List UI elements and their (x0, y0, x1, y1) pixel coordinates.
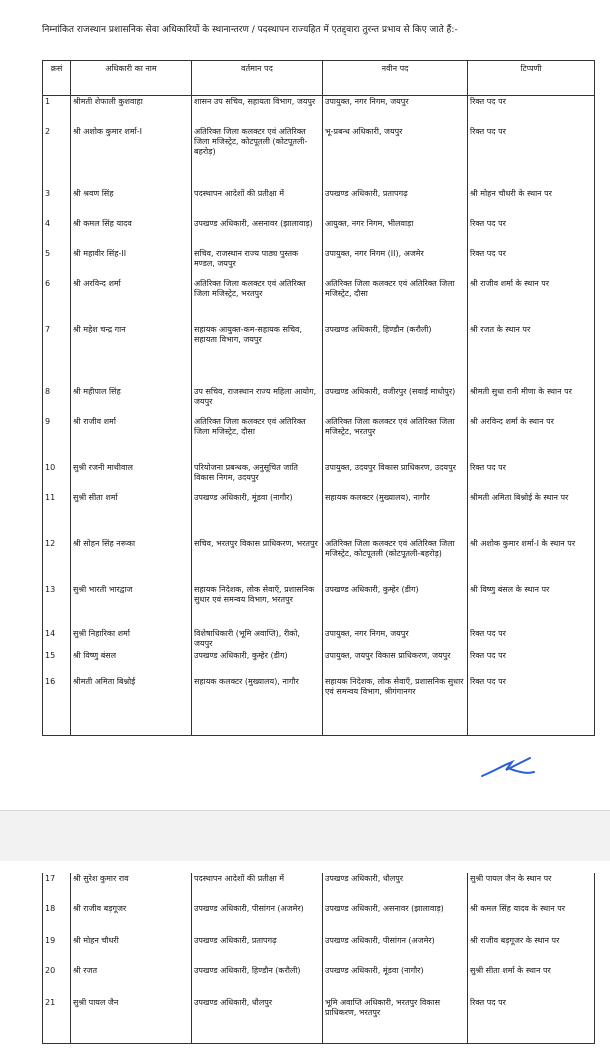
row-new-post: अतिरिक्त जिला कलक्टर एवं अतिरिक्त जिला मजिस्ट्रेट, भरतपुर (323, 416, 468, 462)
row-sno: 2 (43, 126, 71, 188)
row-current-post: शासन उप सचिव, सहायता विभाग, जयपुर (192, 96, 323, 126)
row-officer-name: श्री अशोक कुमार शर्मा-I (71, 126, 192, 188)
row-current-post: अतिरिक्त जिला कलक्टर एवं अतिरिक्त जिला मजिस्ट्रेट, दौसा (192, 416, 323, 462)
row-remark: रिक्त पद पर (468, 462, 595, 492)
row-sno: 7 (43, 324, 71, 386)
row-current-post: उपखण्ड अधिकारी, कुम्हेर (डीग) (192, 650, 323, 676)
row-officer-name: सुश्री सीता शर्मा (71, 492, 192, 538)
transfer-table-page-2 (42, 873, 595, 1044)
row-remark: रिक्त पद पर (468, 96, 595, 126)
row-new-post: भू-प्रबन्ध अधिकारी, जयपुर (323, 126, 468, 188)
row-new-post: उपखण्ड अधिकारी, धौलपुर (323, 873, 468, 903)
table-row (43, 386, 595, 416)
row-remark: श्री रजत के स्थान पर (468, 324, 595, 386)
row-current-post: सचिव, भरतपुर विकास प्राधिकरण, भरतपुर (192, 538, 323, 584)
table-row (43, 965, 595, 997)
row-officer-name: श्री मोहन चौधरी (71, 935, 192, 965)
row-remark: श्री अरविन्द शर्मा के स्थान पर (468, 416, 595, 462)
table-row (43, 96, 595, 126)
table-row (43, 462, 595, 492)
row-remark: सुश्री सीता शर्मा के स्थान पर (468, 965, 595, 997)
row-new-post: उपखण्ड अधिकारी, असनावर (झालावाड़) (323, 903, 468, 935)
row-sno: 3 (43, 188, 71, 218)
row-current-post: उप सचिव, राजस्थान राज्य महिला आयोग, जयपुर (192, 386, 323, 416)
row-sno: 5 (43, 248, 71, 278)
row-officer-name: श्री राजीव शर्मा (71, 416, 192, 462)
row-new-post: भूमि अवाप्ति अधिकारी, भरतपुर विकास प्राधिकरण, भरतपुर (323, 997, 468, 1043)
order-intro-text: निम्नांकित राजस्थान प्रशासनिक सेवा अधिकारियों के स्थानान्तरण / पदस्थापन राज्यहित में एतद्द्वारा तुरन्त प्रभाव से किए जाते हैं:- (42, 25, 458, 35)
row-sno: 9 (43, 416, 71, 462)
table-row (43, 416, 595, 462)
row-new-post: सहायक निदेशक, लोक सेवाएँ, प्रशासनिक सुधार एवं समन्वय विभाग, श्रीगंगानगर (323, 676, 468, 736)
table-row (43, 126, 595, 188)
row-officer-name: श्री राजीव बड़गूजर (71, 903, 192, 935)
row-sno: 10 (43, 462, 71, 492)
row-sno: 18 (43, 903, 71, 935)
row-new-post: उपखण्ड अधिकारी, मूंडवा (नागौर) (323, 965, 468, 997)
row-current-post: अतिरिक्त जिला कलक्टर एवं अतिरिक्त जिला मजिस्ट्रेट, कोटपूतली (कोटपूतली-बहरोड़) (192, 126, 323, 188)
row-new-post: उपखण्ड अधिकारी, हिण्डौन (करौली) (323, 324, 468, 386)
row-officer-name: श्री अरविन्द शर्मा (71, 278, 192, 324)
row-current-post: पदस्थापन आदेशों की प्रतीक्षा में (192, 188, 323, 218)
row-sno: 16 (43, 676, 71, 736)
row-new-post: अतिरिक्त जिला कलक्टर एवं अतिरिक्त जिला मजिस्ट्रेट, कोटपूतली (कोटपूतली-बहरोड़) (323, 538, 468, 584)
table-row (43, 492, 595, 538)
row-officer-name: श्री महेश चन्द्र गान (71, 324, 192, 386)
table-row (43, 278, 595, 324)
row-new-post: उपखण्ड अधिकारी, वजीरपुर (सवाई माधोपुर) (323, 386, 468, 416)
row-remark: सुश्री पायल जैन के स्थान पर (468, 873, 595, 903)
row-remark: श्री राजीव बड़गूजर के स्थान पर (468, 935, 595, 965)
row-officer-name: श्री सुरेश कुमार राव (71, 873, 192, 903)
row-current-post: परियोजना प्रबन्धक, अनुसूचित जाति विकास निगम, उदयपुर (192, 462, 323, 492)
row-sno: 21 (43, 997, 71, 1043)
table-row (43, 248, 595, 278)
row-current-post: उपखण्ड अधिकारी, मूंडवा (नागौर) (192, 492, 323, 538)
row-remark: श्री राजीव शर्मा के स्थान पर (468, 278, 595, 324)
row-officer-name: सुश्री भारती भारद्वाज (71, 584, 192, 628)
row-remark: रिक्त पद पर (468, 997, 595, 1043)
row-sno: 8 (43, 386, 71, 416)
row-current-post: उपखण्ड अधिकारी, पीसांगन (अजमेर) (192, 903, 323, 935)
row-remark: श्री विष्णु बंसल के स्थान पर (468, 584, 595, 628)
row-new-post: उपखण्ड अधिकारी, पीसांगन (अजमेर) (323, 935, 468, 965)
row-sno: 13 (43, 584, 71, 628)
row-current-post: उपखण्ड अधिकारी, धौलपुर (192, 997, 323, 1043)
row-new-post: उपखण्ड अधिकारी, कुम्हेर (डीग) (323, 584, 468, 628)
table-row (43, 538, 595, 584)
row-officer-name: श्री कमल सिंह यादव (71, 218, 192, 248)
row-new-post: उपायुक्त, नगर निगम, जयपुर (323, 96, 468, 126)
table-row (43, 997, 595, 1043)
row-remark: रिक्त पद पर (468, 628, 595, 650)
row-sno: 17 (43, 873, 71, 903)
row-sno: 20 (43, 965, 71, 997)
header-current-post: वर्तमान पद (192, 61, 323, 96)
row-officer-name: श्रीमती अमिता बिश्नोई (71, 676, 192, 736)
row-remark: श्रीमती सुधा रानी मीणा के स्थान पर (468, 386, 595, 416)
row-current-post: सहायक कलक्टर (मुख्यालय), नागौर (192, 676, 323, 736)
table-row (43, 650, 595, 676)
row-sno: 12 (43, 538, 71, 584)
row-new-post: उपायुक्त, नगर निगम, जयपुर (323, 628, 468, 650)
row-current-post: पदस्थापन आदेशों की प्रतीक्षा में (192, 873, 323, 903)
row-sno: 1 (43, 96, 71, 126)
table-row (43, 218, 595, 248)
row-remark: श्री कमल सिंह यादव के स्थान पर (468, 903, 595, 935)
row-officer-name: श्री महीपाल सिंह (71, 386, 192, 416)
row-current-post: विशेषाधिकारी (भूमि अवाप्ति), रीको, जयपुर (192, 628, 323, 650)
table-row (43, 676, 595, 736)
row-current-post: सहायक निदेशक, लोक सेवाएँ, प्रशासनिक सुधार एवं समन्वय विभाग, भरतपुर (192, 584, 323, 628)
row-remark: श्री मोहन चौधरी के स्थान पर (468, 188, 595, 218)
table-row (43, 873, 595, 903)
row-new-post: उपायुक्त, उदयपुर विकास प्राधिकरण, उदयपुर (323, 462, 468, 492)
row-sno: 19 (43, 935, 71, 965)
row-sno: 15 (43, 650, 71, 676)
header-officer-name: अधिकारी का नाम (71, 61, 192, 96)
row-sno: 4 (43, 218, 71, 248)
table-row (43, 584, 595, 628)
row-sno: 11 (43, 492, 71, 538)
header-new-post: नवीन पद (323, 61, 468, 96)
row-remark: रिक्त पद पर (468, 126, 595, 188)
row-officer-name: श्री महावीर सिंह-II (71, 248, 192, 278)
row-current-post: उपखण्ड अधिकारी, हिण्डौन (करौली) (192, 965, 323, 997)
row-officer-name: श्री सोहन सिंह नरूका (71, 538, 192, 584)
row-remark: रिक्त पद पर (468, 676, 595, 736)
row-officer-name: श्री रजत (71, 965, 192, 997)
row-remark: श्री अशोक कुमार शर्मा-I के स्थान पर (468, 538, 595, 584)
table-row (43, 903, 595, 935)
row-officer-name: श्री श्रवण सिंह (71, 188, 192, 218)
row-remark: रिक्त पद पर (468, 248, 595, 278)
row-new-post: सहायक कलक्टर (मुख्यालय), नागौर (323, 492, 468, 538)
table-row (43, 628, 595, 650)
row-new-post: अतिरिक्त जिला कलक्टर एवं अतिरिक्त जिला मजिस्ट्रेट, दौसा (323, 278, 468, 324)
row-current-post: सहायक आयुक्त-कम-सहायक सचिव, सहायता विभाग, जयपुर (192, 324, 323, 386)
row-remark: रिक्त पद पर (468, 650, 595, 676)
row-remark: श्रीमती अमिता बिश्नोई के स्थान पर (468, 492, 595, 538)
header-sno: क्रसं (43, 61, 71, 96)
signature-mark (478, 752, 538, 782)
table-header-row (43, 61, 595, 96)
row-current-post: उपखण्ड अधिकारी, प्रतापगढ़ (192, 935, 323, 965)
table-row (43, 188, 595, 218)
row-current-post: अतिरिक्त जिला कलक्टर एवं अतिरिक्त जिला मजिस्ट्रेट, भरतपुर (192, 278, 323, 324)
header-remark: टिप्पणी (468, 61, 595, 96)
row-sno: 6 (43, 278, 71, 324)
page-separator (0, 810, 610, 862)
row-current-post: उपखण्ड अधिकारी, असनावर (झालावाड़) (192, 218, 323, 248)
row-officer-name: श्रीमती शेफाली कुशवाहा (71, 96, 192, 126)
row-new-post: आयुक्त, नगर निगम, भीलवाड़ा (323, 218, 468, 248)
table-row (43, 935, 595, 965)
row-remark: रिक्त पद पर (468, 218, 595, 248)
row-officer-name: सुश्री पायल जैन (71, 997, 192, 1043)
document-page-2 (0, 861, 610, 1061)
table-row (43, 324, 595, 386)
row-new-post: उपायुक्त, नगर निगम (II), अजमेर (323, 248, 468, 278)
transfer-table-page-1 (42, 60, 595, 736)
row-officer-name: सुश्री निहारिका शर्मा (71, 628, 192, 650)
row-current-post: सचिव, राजस्थान राज्य पाठ्य पुस्तक मण्डल, जयपुर (192, 248, 323, 278)
row-sno: 14 (43, 628, 71, 650)
row-officer-name: श्री विष्णु बंसल (71, 650, 192, 676)
row-new-post: उपायुक्त, जयपुर विकास प्राधिकरण, जयपुर (323, 650, 468, 676)
row-new-post: उपखण्ड अधिकारी, प्रतापगढ़ (323, 188, 468, 218)
row-officer-name: सुश्री रजनी माथीवाल (71, 462, 192, 492)
